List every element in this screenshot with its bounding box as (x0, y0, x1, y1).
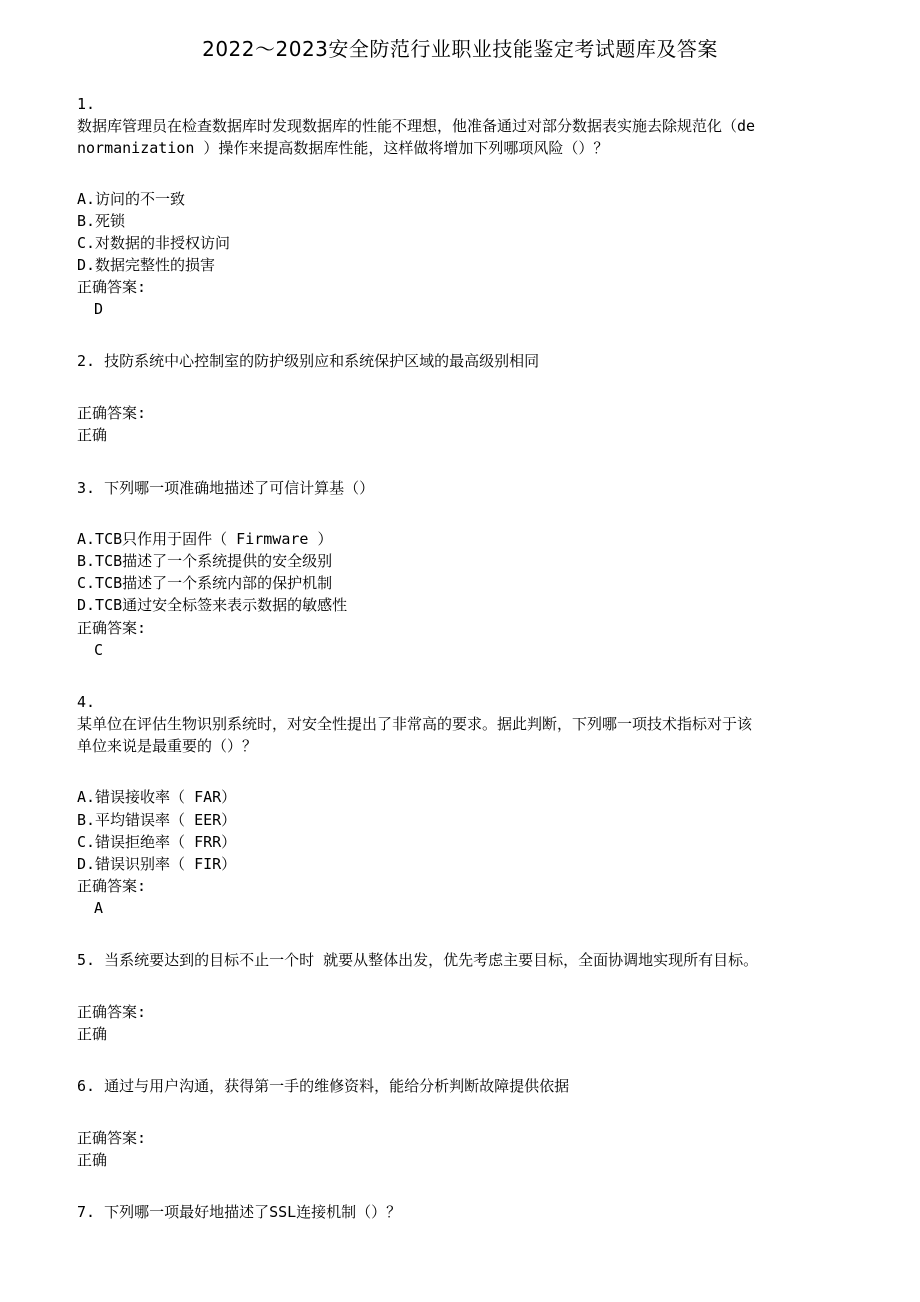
question-1-option-c: C.对数据的非授权访问 (77, 234, 231, 252)
question-4-answer: A (94, 899, 104, 917)
question-1-option-b: B.死锁 (77, 212, 126, 230)
question-5-answer-label: 正确答案: (77, 1003, 147, 1021)
question-1-number: 1. (77, 95, 96, 113)
question-2-answer: 正确 (77, 426, 108, 444)
question-6-text: 6. 通过与用户沟通，获得第一手的维修资料，能给分析判断故障提供依据 (77, 1077, 570, 1095)
question-7-text: 7. 下列哪一项最好地描述了SSL连接机制（）？ (77, 1203, 402, 1221)
question-3-option-b: B.TCB描述了一个系统提供的安全级别 (77, 552, 333, 570)
question-4-option-d: D.错误识别率（ FIR） (77, 855, 237, 873)
question-5-text: 5. 当系统要达到的目标不止一个时 就要从整体出发，优先考虑主要目标，全面协调地实现所有目标。 (77, 951, 759, 969)
question-4-text-line-2: 单位来说是最重要的（）？ (77, 737, 258, 755)
question-1-text-line-2: normanization ）操作来提高数据库性能，这样做将增加下列哪项风险（）？ (77, 139, 609, 157)
question-6-answer-label: 正确答案: (77, 1129, 147, 1147)
question-6-answer: 正确 (77, 1151, 108, 1169)
question-4-option-b: B.平均错误率（ EER） (77, 811, 237, 829)
question-4-option-a: A.错误接收率（ FAR） (77, 788, 237, 806)
question-2-answer-label: 正确答案: (77, 404, 147, 422)
question-1-option-a: A.访问的不一致 (77, 190, 186, 208)
question-4-text-line-1: 某单位在评估生物识别系统时，对安全性提出了非常高的要求。据此判断，下列哪一项技术指标对于该 (77, 715, 753, 733)
question-1-answer-label: 正确答案: (77, 278, 147, 296)
question-4-answer-label: 正确答案: (77, 877, 147, 895)
question-1-text-line-1: 数据库管理员在检查数据库时发现数据库的性能不理想，他准备通过对部分数据表实施去除规范化（de (77, 117, 756, 135)
question-3-text: 3. 下列哪一项准确地描述了可信计算基（） (77, 479, 375, 497)
question-3-option-d: D.TCB通过安全标签来表示数据的敏感性 (77, 596, 348, 614)
question-5-answer: 正确 (77, 1025, 108, 1043)
question-3-option-a: A.TCB只作用于固件（ Firmware ） (77, 530, 333, 548)
question-1-option-d: D.数据完整性的损害 (77, 256, 216, 274)
question-3-option-c: C.TCB描述了一个系统内部的保护机制 (77, 574, 333, 592)
question-4-number: 4. (77, 693, 96, 711)
question-1-answer: D (94, 300, 104, 318)
question-4-option-c: C.错误拒绝率（ FRR） (77, 833, 237, 851)
question-3-answer-label: 正确答案: (77, 619, 147, 637)
question-2-text: 2. 技防系统中心控制室的防护级别应和系统保护区域的最高级别相同 (77, 352, 540, 370)
page-title: 2022～2023安全防范行业职业技能鉴定考试题库及答案 (202, 37, 718, 61)
question-3-answer: C (94, 641, 104, 659)
